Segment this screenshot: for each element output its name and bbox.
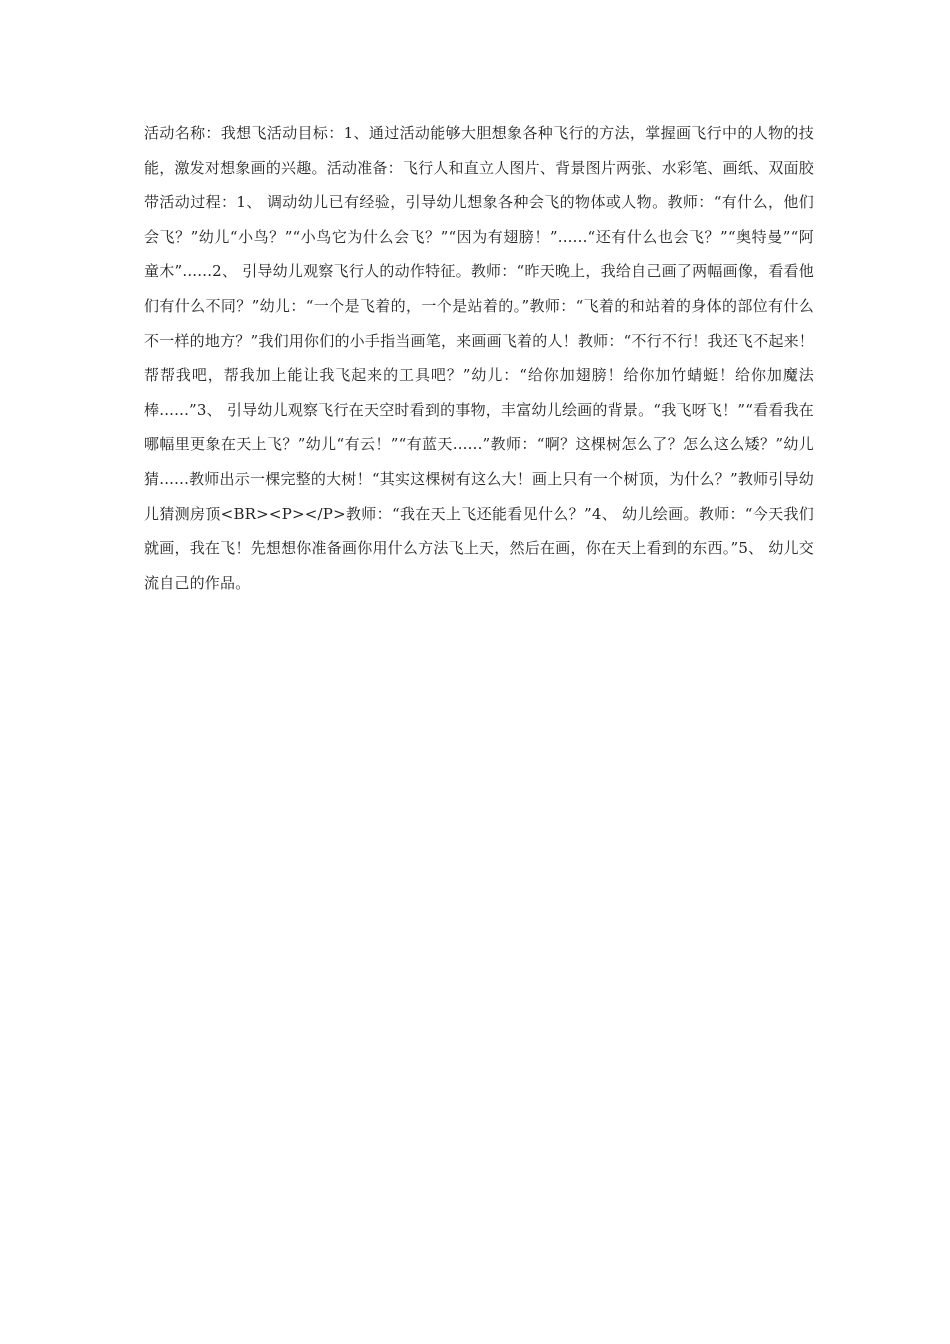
text-line: 有什么也会飞？”“奥特曼”“阿童木”......2、 引导幼儿观察飞行人的动作特征。教师：“昨天 — [144, 227, 814, 281]
text-line: 人物的技能，激发对想象画的兴趣。活动准备：飞行人和直立人图片、背景图片两张、水彩 — [144, 124, 814, 177]
text-line: 猜测房顶<BR><P></P>教师：“我在天上飞还能看见什么？”4、 幼儿绘画。教师：“今 — [159, 504, 769, 523]
text-line: 的。”教师：“飞着的和站着的身体的部位有什么不一样的地方？”我们用你们的小手指当画 — [144, 296, 814, 350]
text-line: 行在天空时看到的事物，丰富幼儿绘画的背景。“我飞呀飞！”“看看我在哪幅里更象在天上 — [144, 400, 815, 454]
text-line: 西。”5、 幼儿交流自己的作品。 — [144, 539, 815, 592]
text-line: 出示一棵完整的大树！“其实这棵树有这么大！画上只有一个树顶，为什么？”教师引导幼儿 — [144, 469, 814, 523]
text-line: 笔、画纸、双面胶带活动过程：1、 调动幼儿已有经验，引导幼儿想象各种会飞的物体或人 — [144, 158, 814, 212]
text-line: 物。教师：“有什么，他们会飞？”幼儿“小鸟？”“小鸟它为什么会飞？”“因为有翅膀！”......“还 — [144, 193, 814, 246]
text-line: 来的工具吧？”幼儿：“给你加翅膀！给你加竹蜻蜓！给你加魔法棒......”3、 引导幼儿观察飞 — [144, 366, 814, 419]
text-line: 晚上，我给自己画了两幅画像，看看他们有什么不同？”幼儿：“一个是飞着的，一个是站着 — [144, 262, 815, 315]
lesson-plan-text — [144, 116, 814, 600]
text-line: 飞？”幼儿“有云！”“有蓝天......”教师：“啊？这棵树怎么了？怎么这么矮？”幼儿猜......教师 — [144, 435, 814, 488]
text-line: 活动名称：我想飞活动目标：1、通过活动能够大胆想象各种飞行的方法，掌握画飞行中的 — [144, 124, 753, 142]
text-line: 天我们就画，我在飞！先想想你准备画你用什么方法飞上天，然后在画，你在天上看到的东 — [144, 504, 814, 558]
text-line: 笔，来画画飞着的人！教师：“不行不行！我还飞不起来！帮帮我吧，帮我加上能让我飞起 — [144, 331, 814, 385]
